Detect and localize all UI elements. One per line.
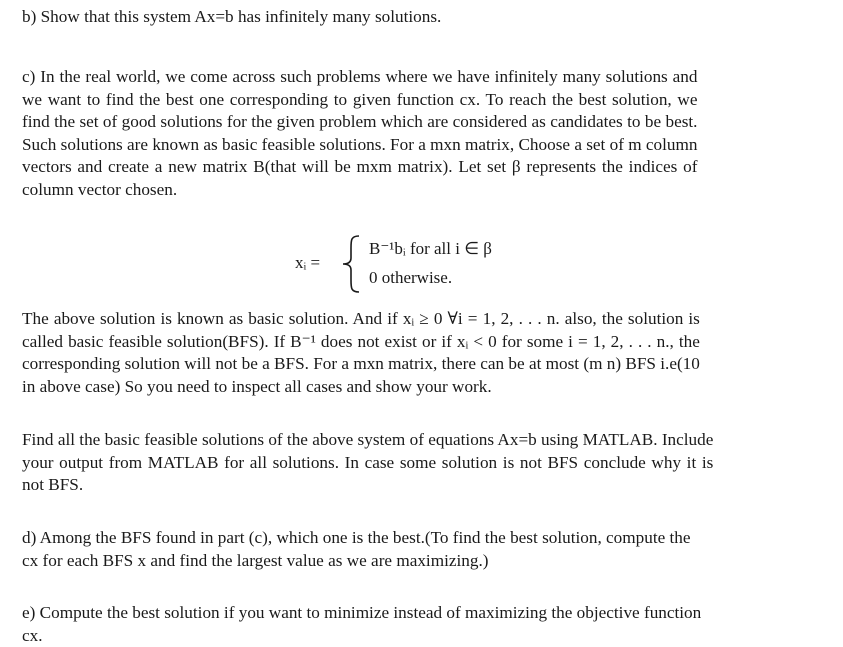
part-b-line: b) Show that this system Ax=b has infinitely many solutions. <box>22 7 442 26</box>
piecewise-equation <box>277 234 577 294</box>
basic-line-1: The above solution is known as basic solution. And if xᵢ ≥ 0 ∀i = 1, 2, . . . n. also, the solution is <box>22 309 700 328</box>
part-c-line-4: Such solutions are known as basic feasible solutions. For a mxn matrix, Choose a set of m column <box>22 134 698 154</box>
part-b-paragraph <box>22 6 441 29</box>
part-c-line-5: vectors and create a new matrix B(that will be mxm matrix). Let set β represents the indices of <box>22 157 698 176</box>
left-brace <box>339 234 363 294</box>
basic-solution-paragraph <box>22 308 700 398</box>
equation-case-2: 0 otherwise. <box>369 268 453 287</box>
part-d-paragraph <box>22 527 691 572</box>
part-e-line-1: e) Compute the best solution if you want to minimize instead of maximizing the objective function <box>22 603 702 622</box>
matlab-line-1: Find all the basic feasible solutions of the above system of equations Ax=b using MATLAB. Include <box>22 430 714 449</box>
basic-line-2: called basic feasible solution(BFS). If B⁻¹ does not exist or if xᵢ < 0 for some i = 1, 2, . . . n., the <box>22 331 700 351</box>
equation-lhs: xᵢ = <box>295 253 321 272</box>
part-d-line-1: d) Among the BFS found in part (c), which one is the best.(To find the best solution, compute the <box>22 528 691 547</box>
part-e-paragraph <box>22 602 701 647</box>
part-c-line-3: find the set of good solutions for the given problem which are considered as candidates to be best. <box>22 112 698 131</box>
matlab-line-2: your output from MATLAB for all solutions. In case some solution is not BFS conclude why it is <box>22 452 714 472</box>
part-e-line-2: cx. <box>22 625 43 645</box>
matlab-paragraph <box>22 429 713 497</box>
part-c-line-1: c) In the real world, we come across such problems where we have infinitely many solutions and <box>22 67 698 86</box>
part-d-line-2: cx for each BFS x and find the largest value as we are maximizing.) <box>22 550 489 570</box>
basic-line-4: in above case) So you need to inspect all cases and show your work. <box>22 376 492 396</box>
part-c-line-6: column vector chosen. <box>22 179 178 199</box>
part-c-line-2: we want to find the best one corresponding to given function cx. To reach the best solution, we <box>22 89 698 109</box>
basic-line-3: corresponding solution will not be a BFS. For a mxn matrix, there can be at most (m n) BFS i.e(10 <box>22 354 700 373</box>
equation-case-1: B⁻¹bᵢ for all i ∈ β <box>369 239 492 258</box>
matlab-line-3: not BFS. <box>22 475 84 494</box>
part-c-paragraph <box>22 66 697 201</box>
